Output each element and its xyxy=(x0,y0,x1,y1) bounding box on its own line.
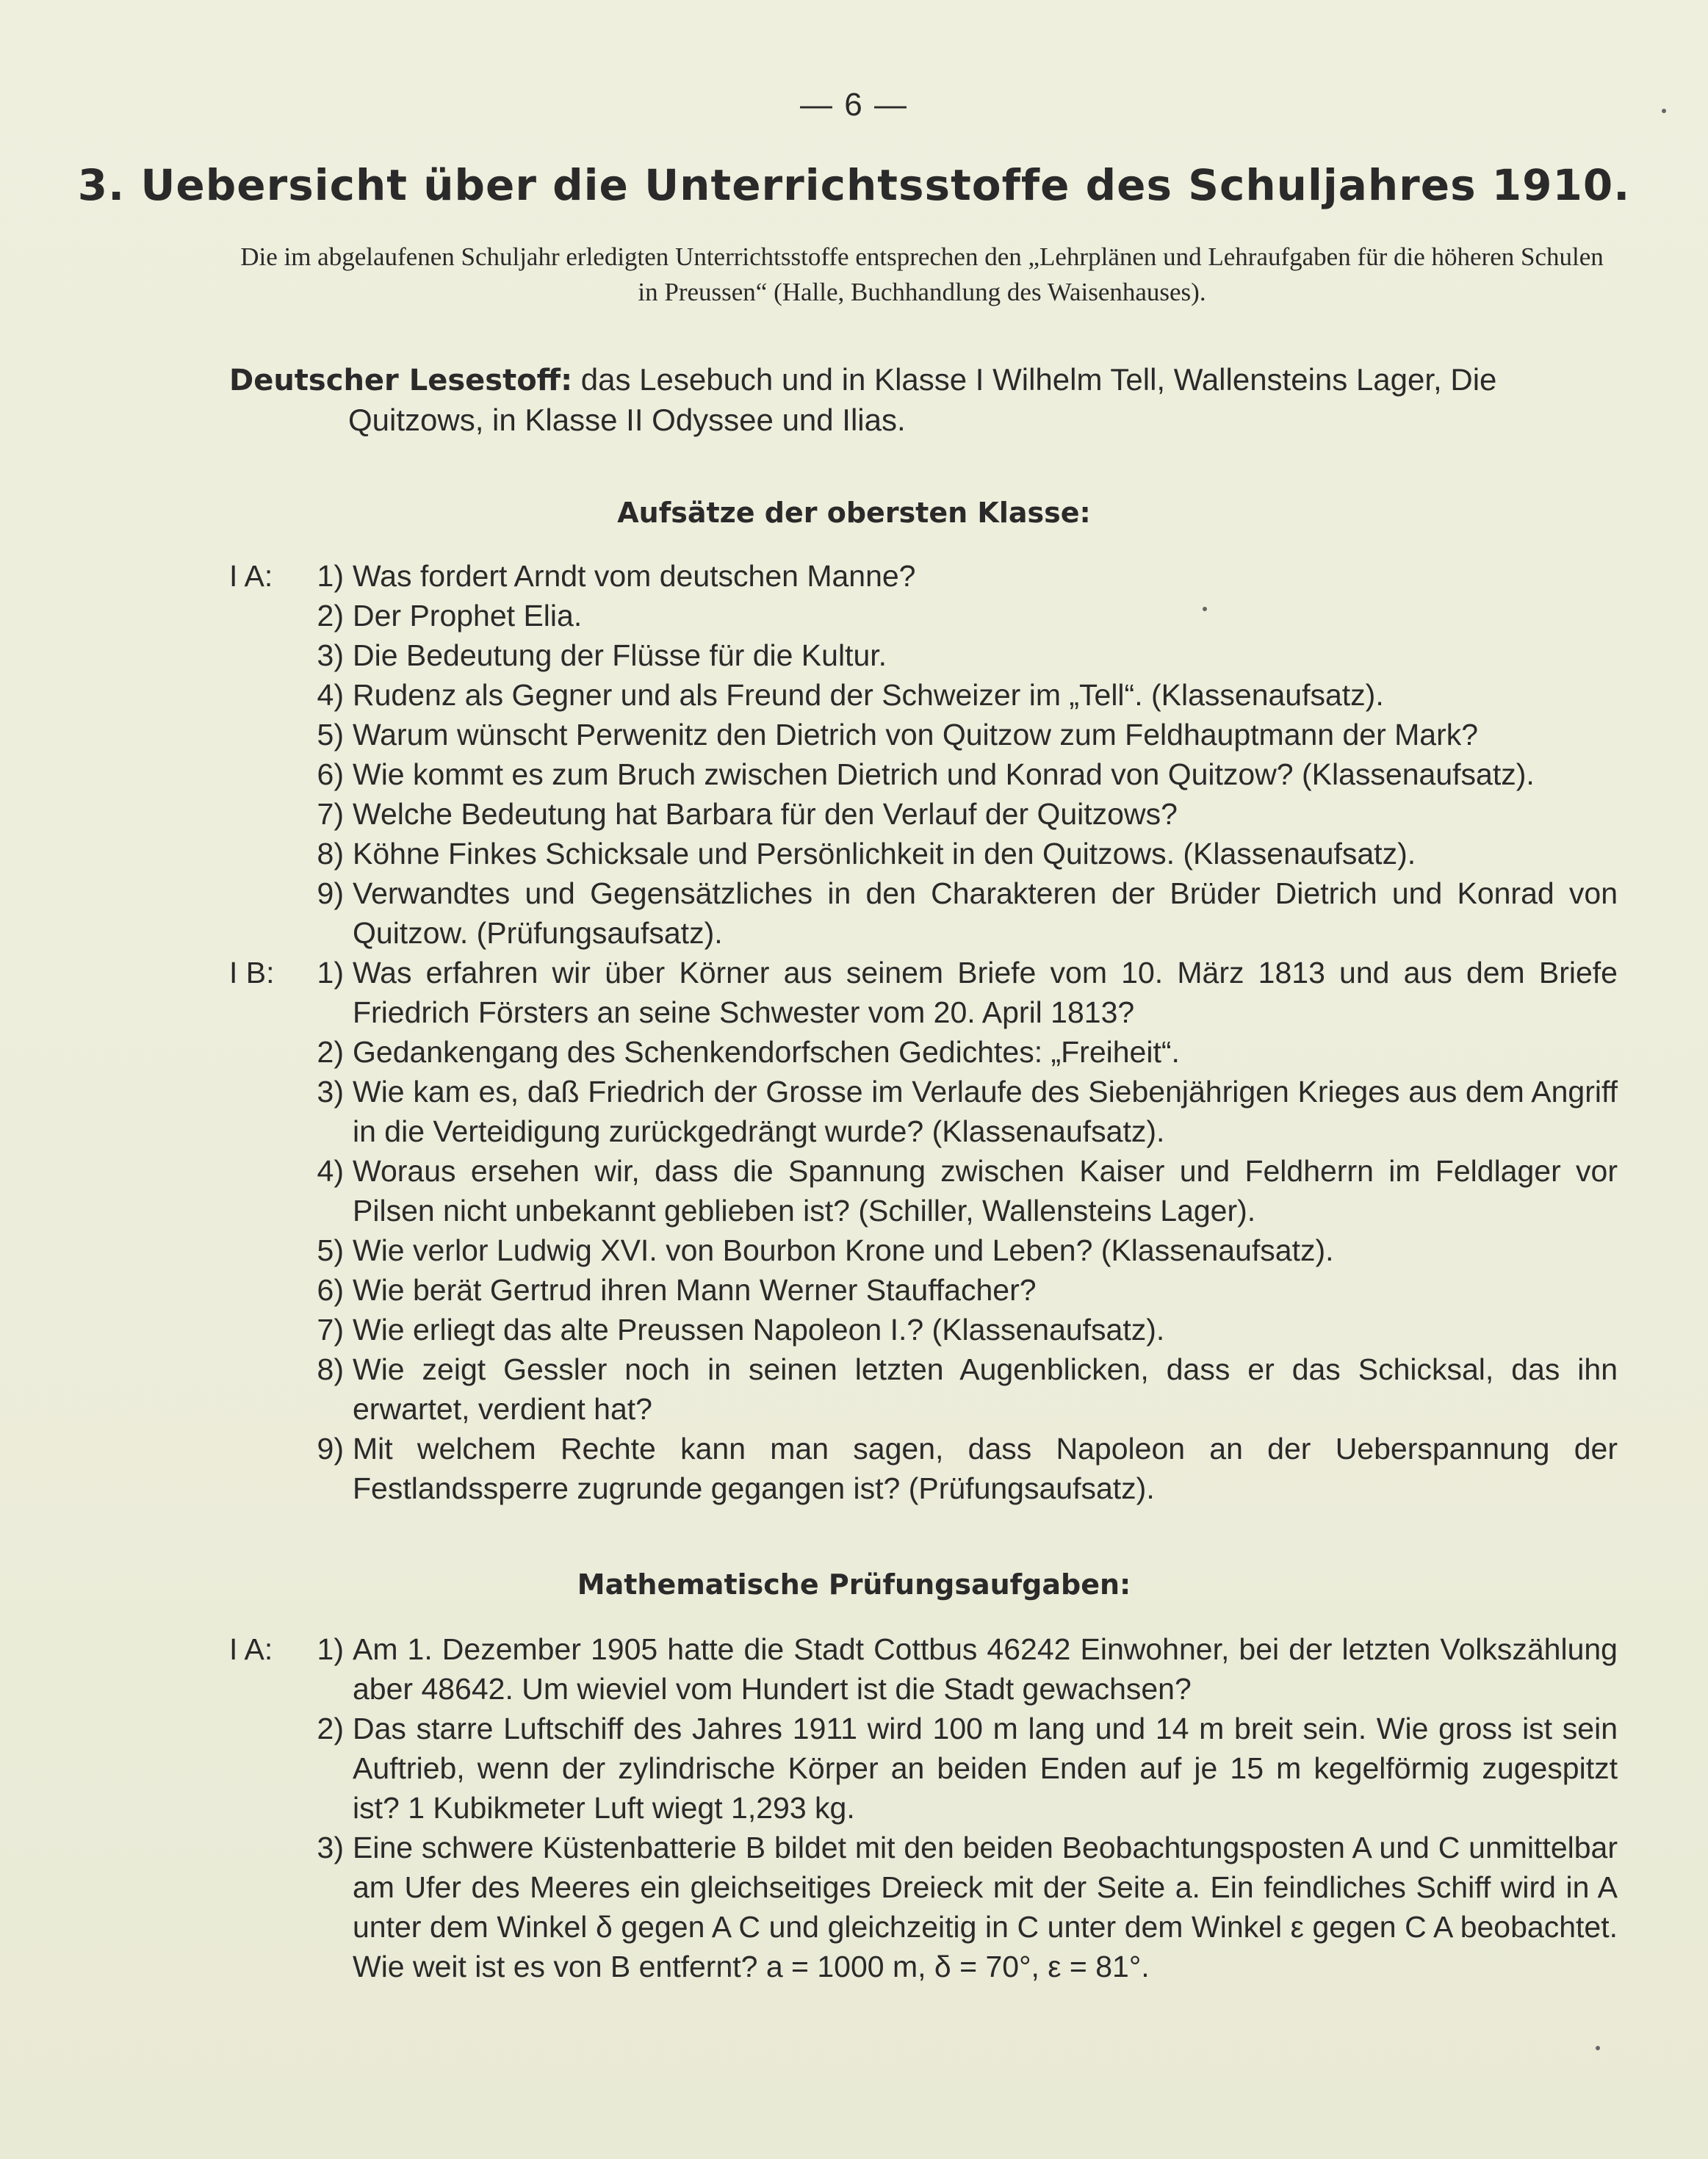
list-item xyxy=(229,953,1618,1032)
reading-line-2: Quitzows, in Klasse II Odyssee und Ilias. xyxy=(348,403,906,437)
list-item xyxy=(229,873,1618,953)
item-number: 2) xyxy=(317,1035,344,1069)
list-item xyxy=(229,1629,1618,1709)
item-number: 6) xyxy=(317,757,344,791)
list-item xyxy=(229,754,1618,794)
item-text: Wie zeigt Gessler noch in seinen letzten Augenblicken, dass er das Schicksal, das ihn erwartet, verdient hat? xyxy=(353,1352,1618,1426)
list-item xyxy=(229,1072,1618,1151)
reading-material xyxy=(229,360,1618,440)
list-item xyxy=(229,1270,1618,1310)
item-text: Eine schwere Küstenbatterie B bildet mit den beiden Beobachtungsposten A und C unmittelbar am Ufer des Meeres ein gleichseitiges Dreieck mit der Seite a. Ein feindliches Schiff wird in A unter dem Winkel δ gegen A C und gleichzeitig in C unter dem Winkel ε gegen C A beobachtet. Wie weit ist es von B entfernt? a = 1000 m, δ = 70°, ε = 81°. xyxy=(353,1831,1618,1983)
item-number: 3) xyxy=(317,1831,344,1864)
item-text: Verwandtes und Gegensätzliches in den Charakteren der Brüder Dietrich und Konrad von Quitzow. (Prüfungsaufsatz). xyxy=(353,876,1618,950)
item-number: 9) xyxy=(317,1432,344,1466)
item-number: 3) xyxy=(317,1075,344,1109)
list-item xyxy=(229,675,1618,715)
list-item xyxy=(229,1230,1618,1270)
item-text: Gedankengang des Schenkendorfschen Gedichtes: „Freiheit“. xyxy=(353,1035,1180,1069)
item-number: 7) xyxy=(317,1313,344,1347)
paper-speck xyxy=(1203,607,1207,611)
item-text: Die Bedeutung der Flüsse für die Kultur. xyxy=(353,638,887,672)
item-text: Das starre Luftschiff des Jahres 1911 wird 100 m lang und 14 m breit sein. Wie gross ist sein Auftrieb, wenn der zylindrische Körper an beiden Enden auf je 15 m kegelförmig zugespitzt ist? 1 Kubikmeter Luft wiegt 1,293 kg. xyxy=(353,1712,1618,1825)
list-item xyxy=(229,1709,1618,1828)
list-item xyxy=(229,1032,1618,1072)
intro-paragraph: Die im abgelaufenen Schuljahr erledigten Unterrichtsstoffe entsprechen den „Lehrplänen und Lehraufgaben für die höheren Schulen in Preussen“ (Halle, Buchhandlung des Waisenhauses). xyxy=(240,242,1604,306)
item-text: Am 1. Dezember 1905 hatte die Stadt Cottbus 46242 Einwohner, bei der letzten Volkszählung aber 48642. Um wieviel vom Hundert ist die Stadt gewachsen? xyxy=(353,1632,1618,1706)
list-item xyxy=(229,635,1618,675)
section-title: 3. Uebersicht über die Unterrichtsstoffe des Schuljahres 1910. xyxy=(77,160,1631,210)
item-text: Rudenz als Gegner und als Freund der Schweizer im „Tell“. (Klassenaufsatz). xyxy=(353,678,1384,712)
item-number: 4) xyxy=(317,1154,344,1188)
list-item xyxy=(229,794,1618,834)
item-text: Was fordert Arndt vom deutschen Manne? xyxy=(353,559,916,593)
reading-label: Deutscher Lesestoff: xyxy=(229,364,573,397)
math-heading: Mathematische Prüfungsaufgaben: xyxy=(577,1568,1131,1601)
item-number: 4) xyxy=(317,678,344,712)
item-text: Woraus ersehen wir, dass die Spannung zwischen Kaiser und Feldherrn im Feldlager vor Pilsen nicht unbekannt geblieben ist? (Schiller, Wallensteins Lager). xyxy=(353,1154,1618,1228)
essays-list xyxy=(229,556,1618,1508)
item-number: 2) xyxy=(317,599,344,632)
item-text: Warum wünscht Perwenitz den Dietrich von Quitzow zum Feldhauptmann der Mark? xyxy=(353,718,1479,751)
item-text: Wie berät Gertrud ihren Mann Werner Stauffacher? xyxy=(353,1273,1037,1307)
item-text: Wie kam es, daß Friedrich der Grosse im Verlaufe des Siebenjährigen Krieges aus dem Angriff in die Verteidigung zurückgedrängt wurde? (Klassenaufsatz). xyxy=(353,1075,1618,1148)
list-item xyxy=(229,1151,1618,1230)
item-number: 1) xyxy=(317,956,344,990)
item-number: 5) xyxy=(317,1233,344,1267)
item-text: Welche Bedeutung hat Barbara für den Verlauf der Quitzows? xyxy=(353,797,1178,831)
item-text: Mit welchem Rechte kann man sagen, dass Napoleon an der Ueberspannung der Festlandssperre zugrunde gegangen ist? (Prüfungsaufsatz). xyxy=(353,1432,1618,1505)
item-text: Köhne Finkes Schicksale und Persönlichkeit in den Quitzows. (Klassenaufsatz). xyxy=(353,837,1416,871)
item-text: Was erfahren wir über Körner aus seinem Briefe vom 10. März 1813 und aus dem Briefe Friedrich Försters an seine Schwester vom 20. April 1813? xyxy=(353,956,1618,1029)
item-number: 9) xyxy=(317,876,344,910)
essays-heading: Aufsätze der obersten Klasse: xyxy=(617,497,1091,529)
item-text: Wie kommt es zum Bruch zwischen Dietrich und Konrad von Quitzow? (Klassenaufsatz). xyxy=(353,757,1535,791)
item-number: 7) xyxy=(317,797,344,831)
paper-speck xyxy=(1596,2046,1600,2050)
item-number: 1) xyxy=(317,1632,344,1666)
item-number: 8) xyxy=(317,1352,344,1386)
reading-line-1: das Lesebuch und in Klasse I Wilhelm Tell, Wallensteins Lager, Die xyxy=(580,362,1497,397)
list-item xyxy=(229,1310,1618,1349)
item-text: Wie erliegt das alte Preussen Napoleon I.? (Klassenaufsatz). xyxy=(353,1313,1165,1347)
list-item xyxy=(229,834,1618,873)
class-label: I A: xyxy=(229,1632,273,1666)
class-label: I B: xyxy=(229,956,275,990)
class-label: I A: xyxy=(229,559,273,593)
list-item xyxy=(229,556,1618,596)
list-item xyxy=(229,1828,1618,1986)
item-number: 6) xyxy=(317,1273,344,1307)
item-number: 1) xyxy=(317,559,344,593)
list-item xyxy=(229,596,1618,635)
list-item xyxy=(229,715,1618,754)
item-number: 5) xyxy=(317,718,344,751)
item-text: Wie verlor Ludwig XVI. von Bourbon Krone und Leben? (Klassenaufsatz). xyxy=(353,1233,1334,1267)
item-text: Der Prophet Elia. xyxy=(353,599,583,632)
paper-speck xyxy=(1662,109,1666,113)
page-number: — 6 — xyxy=(800,87,908,123)
item-number: 3) xyxy=(317,638,344,672)
math-list xyxy=(229,1629,1618,1986)
item-number: 2) xyxy=(317,1712,344,1745)
list-item xyxy=(229,1349,1618,1429)
item-number: 8) xyxy=(317,837,344,871)
list-item xyxy=(229,1429,1618,1508)
